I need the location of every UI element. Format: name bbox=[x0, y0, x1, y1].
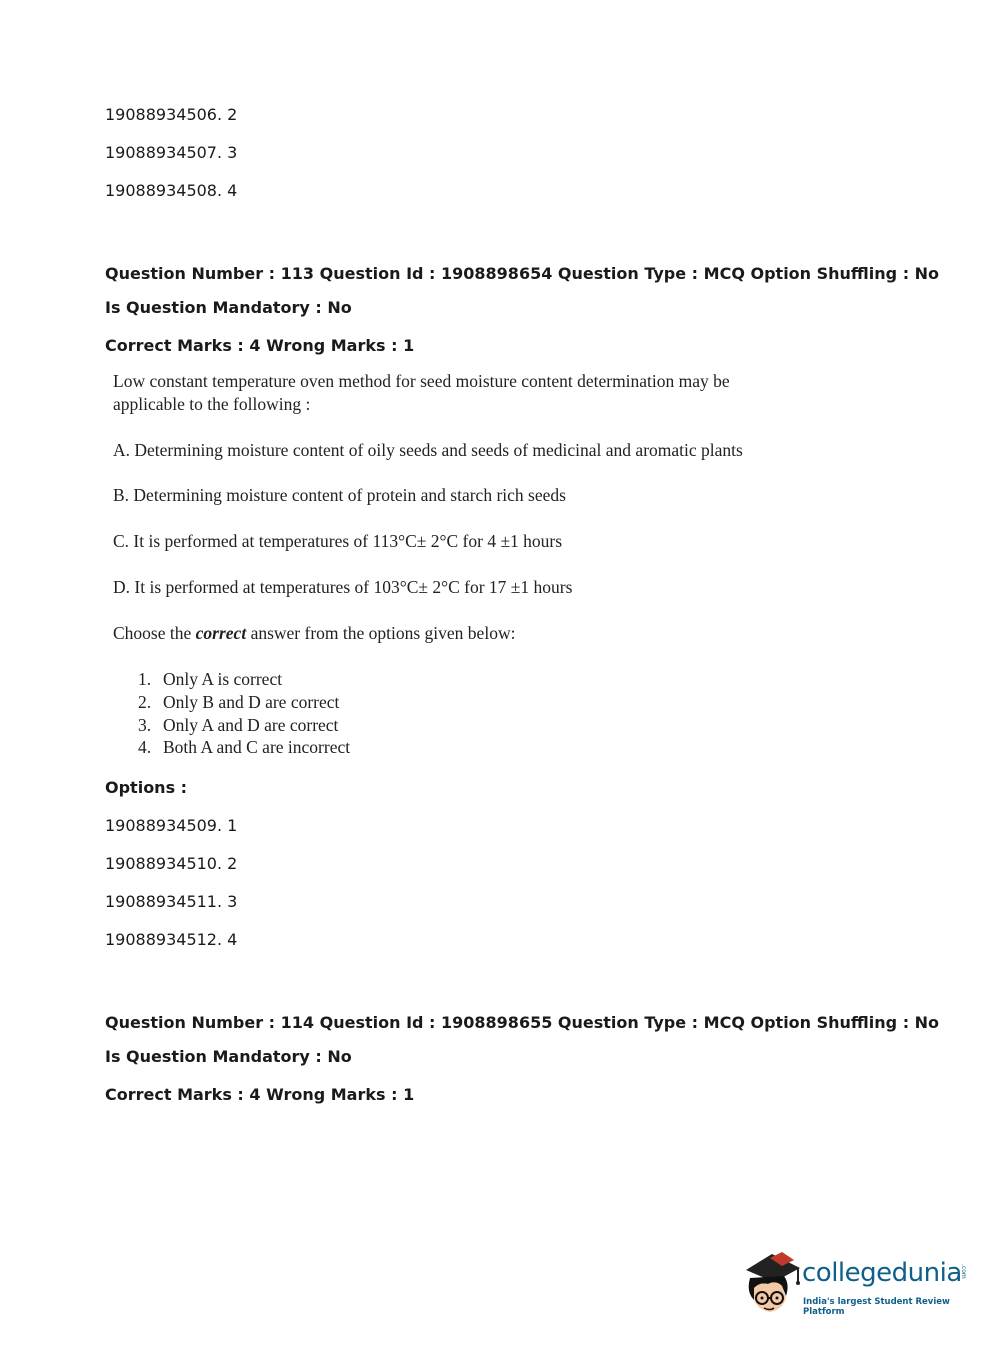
logo-tagline: India's largest Student Review Platform bbox=[803, 1297, 950, 1317]
question-mandatory: Is Question Mandatory : No bbox=[105, 1047, 352, 1066]
statement-a: A. Determining moisture content of oily seeds and seeds of medicinal and aromatic plants bbox=[113, 440, 743, 460]
choice-number: 4. bbox=[138, 737, 152, 757]
statement-d: D. It is performed at temperatures of 103°C± 2°C for 17 ±1 hours bbox=[113, 577, 573, 597]
statement-b: B. Determining moisture content of protein and starch rich seeds bbox=[113, 485, 566, 505]
question-header: Question Number : 114 Question Id : 1908898655 Question Type : MCQ Option Shuffling : No bbox=[105, 1013, 940, 1032]
question-stem-line: Low constant temperature oven method for seed moisture content determination may be bbox=[113, 371, 730, 391]
question-stem-line: applicable to the following : bbox=[113, 394, 311, 414]
question-marks: Correct Marks : 4 Wrong Marks : 1 bbox=[105, 336, 415, 355]
choice-text: Only A and D are correct bbox=[163, 715, 339, 735]
question-header: Question Number : 113 Question Id : 1908898654 Question Type : MCQ Option Shuffling : No bbox=[105, 264, 940, 283]
choice-number: 2. bbox=[138, 692, 152, 712]
option-line: 19088934506. 2 bbox=[105, 105, 238, 124]
collegedunia-logo bbox=[742, 1248, 972, 1318]
option-line: 19088934509. 1 bbox=[105, 816, 238, 835]
question-marks: Correct Marks : 4 Wrong Marks : 1 bbox=[105, 1085, 415, 1104]
options-label: Options : bbox=[105, 778, 188, 797]
option-line: 19088934508. 4 bbox=[105, 181, 238, 200]
question-mandatory: Is Question Mandatory : No bbox=[105, 298, 352, 317]
student-mascot-icon bbox=[742, 1248, 802, 1318]
statement-c: C. It is performed at temperatures of 113°C± 2°C for 4 ±1 hours bbox=[113, 531, 563, 551]
option-line: 19088934511. 3 bbox=[105, 892, 238, 911]
choice-number: 1. bbox=[138, 669, 152, 689]
option-line: 19088934510. 2 bbox=[105, 854, 238, 873]
option-line: 19088934507. 3 bbox=[105, 143, 238, 162]
choose-instruction: Choose the correct answer from the options given below: bbox=[113, 623, 516, 643]
choice-text: Both A and C are incorrect bbox=[163, 737, 351, 757]
option-line: 19088934512. 4 bbox=[105, 930, 238, 949]
logo-domain: .com bbox=[960, 1264, 967, 1279]
choice-text: Only B and D are correct bbox=[163, 692, 340, 712]
choice-text: Only A is correct bbox=[163, 669, 283, 689]
choice-number: 3. bbox=[138, 715, 152, 735]
logo-wordmark: collegedunia bbox=[802, 1258, 962, 1288]
